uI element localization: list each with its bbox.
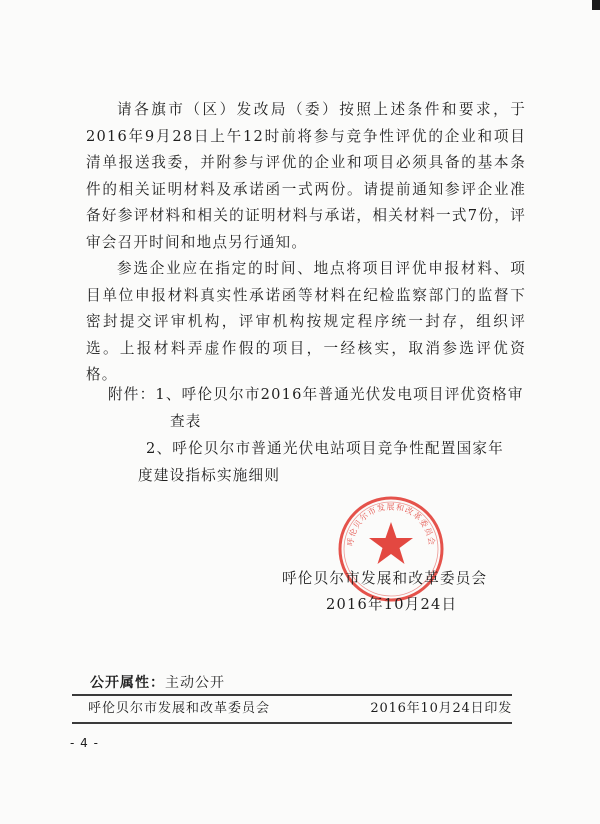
signing-organization: 呼伦贝尔市发展和改革委员会 [282,570,488,587]
footer-issue-date: 2016年10月24日印发 [370,701,512,716]
signing-date: 2016年10月24日 [326,596,458,613]
disclosure-value: 主动公开 [165,675,225,691]
paragraph-submission-deadline: 请各旗市（区）发改局（委）按照上述条件和要求，于2016年9月28日上午12时前将参与竞争性评优的企业和项目清单报送我委，并附参与评优的企业和项目必须具备的基本条件的相关证明材料及承诺函一式两份。请提前通知参评企业准备好参评材料和相关的证明材料与承诺，相关材料一式7份，评审会召开时间和地点另行通知。 [86,101,526,251]
disclosure-label: 公开属性： [90,675,165,691]
footer-rule-top [72,694,512,696]
attachment-title: 呼伦贝尔市2016年普通光伏发电项目评优资格审 [181,386,524,403]
document-body [86,97,526,389]
page-number: - 4 - [70,736,99,750]
footer-rule-bottom [72,722,512,724]
disclosure-attribute [90,672,225,692]
footer-issuer: 呼伦贝尔市发展和改革委员会 [88,701,271,716]
attachment-number: 2、 [146,440,173,457]
attachment-item-2 [108,435,528,489]
attachments-label: 附件： [108,386,156,403]
attachments-list [108,381,528,489]
attachment-title: 呼伦贝尔市普通光伏电站项目竞争性配置国家年 [172,440,504,457]
paragraph-submission-procedure: 参选企业应在指定的时间、地点将项目评优申报材料、项目单位申报材料真实性承诺函等材料在纪检监察部门的监督下密封提交评审机构，评审机构按规定程序统一封存，组织评选。上报材料弄虚作假的项目，一经核实，取消参选评优资格。 [86,260,526,383]
svg-text:呼伦贝尔市发展和改革委员会: 呼伦贝尔市发展和改革委员会 [345,502,437,547]
attachment-title-cont: 查表 [170,413,202,430]
attachment-title-cont: 度建设指标实施细则 [138,467,281,484]
attachment-number: 1、 [155,386,182,403]
scan-edge-mark [592,0,600,10]
attachment-item-1 [108,381,528,435]
signature-block [282,566,487,618]
